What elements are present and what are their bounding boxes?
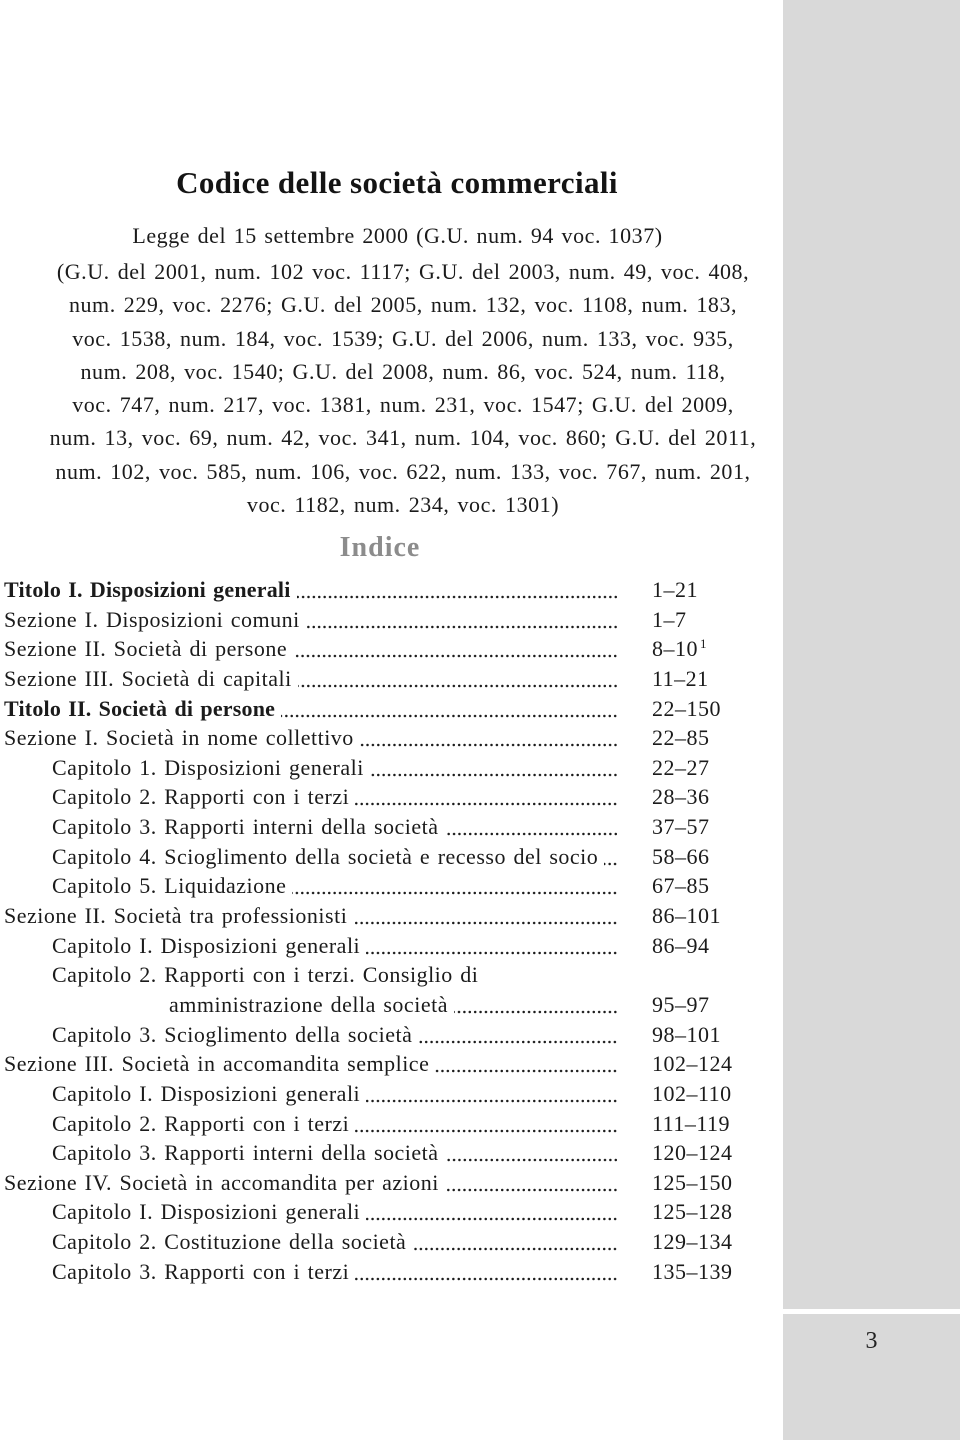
toc-leader-dots <box>445 812 618 842</box>
toc-entry <box>4 931 794 961</box>
toc-entry-label-continuation: amministrazione della società <box>169 991 448 1017</box>
toc-entry-text <box>4 1168 618 1198</box>
page-edge-band <box>783 0 960 1309</box>
toc-entry-text <box>52 871 618 901</box>
toc-entry-pages <box>652 842 710 872</box>
toc-entry-text <box>52 812 618 842</box>
toc-page-range: 86–101 <box>652 903 721 929</box>
toc-entry-pages <box>652 1020 721 1050</box>
toc-entry <box>4 871 794 901</box>
toc-entry <box>4 812 794 842</box>
toc-entry-text <box>52 1020 618 1050</box>
toc-leader-dots <box>360 723 618 753</box>
toc-leader-dots <box>306 605 618 635</box>
toc-entry-label: Capitolo 2. Rapporti con i terzi. Consiglio di <box>52 962 479 988</box>
toc-entry-label: Sezione IV. Società in accomandita per azioni <box>4 1169 439 1195</box>
toc-entry <box>4 1109 794 1139</box>
toc-entry-label: Titolo I. Disposizioni generali <box>4 577 291 602</box>
toc-leader-dots <box>355 1257 618 1287</box>
toc-leader-dots <box>292 871 618 901</box>
citation-line: voc. 1182, num. 234, voc. 1301) <box>246 492 560 518</box>
toc-leader-dots <box>366 1197 618 1227</box>
toc-entry-label: Capitolo 5. Liquidazione <box>52 873 287 899</box>
citation-line: voc. 747, num. 217, voc. 1381, num. 231, voc. 1547; G.U. del 2009, <box>72 392 734 418</box>
toc-entry-text <box>4 901 618 931</box>
toc-page-range: 98–101 <box>652 1021 721 1047</box>
citation-line: num. 13, voc. 69, num. 42, voc. 341, num. 104, voc. 860; G.U. del 2011, <box>49 425 757 451</box>
toc-list <box>4 575 794 1286</box>
toc-entry-text <box>4 664 618 694</box>
toc-leader-dots <box>604 842 618 872</box>
toc-entry-text <box>52 842 618 872</box>
toc-page-range: 95–97 <box>652 991 710 1017</box>
toc-entry-pages <box>652 1257 733 1287</box>
toc-leader-dots <box>355 1109 618 1139</box>
toc-entry-text <box>169 990 618 1020</box>
toc-entry <box>4 1197 794 1227</box>
index-heading: Indice <box>339 532 421 563</box>
toc-entry-pages <box>652 990 710 1020</box>
toc-entry-text <box>52 1227 618 1257</box>
toc-entry-label: Sezione II. Società tra professionisti <box>4 903 348 929</box>
toc-entry-text <box>52 1257 618 1287</box>
citation-line: num. 102, voc. 585, num. 106, voc. 622, num. 133, voc. 767, num. 201, <box>55 458 751 484</box>
document-title: Codice delle società commerciali <box>176 165 618 200</box>
toc-page-range: 86–94 <box>652 932 710 958</box>
toc-entry <box>4 605 794 635</box>
toc-leader-dots <box>412 1227 618 1257</box>
toc-leader-dots <box>366 1079 618 1109</box>
toc-entry-text <box>4 694 618 724</box>
toc-leader-dots <box>370 753 618 783</box>
toc-page-range: 22–27 <box>652 754 710 780</box>
toc-entry <box>4 753 794 783</box>
toc-page-range: 129–134 <box>652 1229 733 1255</box>
toc-entry-label: Capitolo I. Disposizioni generali <box>52 1080 361 1106</box>
toc-page-range: 111–119 <box>652 1110 731 1136</box>
toc-entry-label: Titolo II. Società di persone <box>4 695 276 721</box>
toc-page-range: 8–10 <box>652 636 698 662</box>
toc-page-range: 135–139 <box>652 1258 733 1284</box>
toc-entry <box>4 901 794 931</box>
toc-entry <box>4 782 794 812</box>
toc-leader-dots <box>418 1020 618 1050</box>
toc-page-range: 120–124 <box>652 1140 733 1166</box>
toc-entry-pages <box>652 723 710 753</box>
toc-page-range: 1–7 <box>652 606 687 632</box>
toc-entry-label: Capitolo 3. Rapporti interni della società <box>52 1140 439 1166</box>
toc-page-range: 1–21 <box>652 577 698 602</box>
toc-entry-continuation <box>4 990 794 1020</box>
toc-entry-pages <box>652 1109 730 1139</box>
toc-page-range: 102–110 <box>652 1080 732 1106</box>
toc-entry-pages <box>652 1079 732 1109</box>
toc-leader-dots <box>293 634 618 664</box>
toc-page-range: 102–124 <box>652 1051 733 1077</box>
toc-entry-text <box>4 605 618 635</box>
toc-leader-dots <box>353 901 618 931</box>
toc-entry-pages <box>652 1168 733 1198</box>
toc-entry-label: Sezione III. Società di capitali <box>4 665 292 691</box>
toc-page-range: 125–150 <box>652 1169 733 1195</box>
toc-entry <box>4 1079 794 1109</box>
toc-entry <box>4 634 794 664</box>
toc-entry <box>4 1138 794 1168</box>
toc-entry <box>4 1020 794 1050</box>
toc-entry-pages <box>652 1227 733 1257</box>
page-number: 3 <box>865 1328 878 1354</box>
toc-entry-label: Capitolo 2. Costituzione della società <box>52 1229 407 1255</box>
citation-line: (G.U. del 2001, num. 102 voc. 1117; G.U. del 2003, num. 49, voc. 408, <box>56 259 750 284</box>
toc-entry-text <box>4 723 618 753</box>
toc-entry-text <box>52 1109 618 1139</box>
toc-page-range: 22–150 <box>652 695 721 721</box>
law-reference: Legge del 15 settembre 2000 (G.U. num. 94 voc. 1037) <box>132 223 663 248</box>
toc-entry-label: Capitolo 3. Rapporti con i terzi <box>52 1258 350 1284</box>
toc-entry-text <box>4 1049 618 1079</box>
toc-entry-pages <box>652 753 710 783</box>
toc-entry-label: Capitolo I. Disposizioni generali <box>52 1199 361 1225</box>
toc-entry <box>4 1168 794 1198</box>
toc-entry <box>4 664 794 694</box>
toc-leader-dots <box>281 694 618 724</box>
toc-entry-text <box>4 575 618 605</box>
toc-entry <box>4 1049 794 1079</box>
toc-entry-label: Capitolo 4. Scioglimento della società e recesso del socio <box>52 843 599 869</box>
toc-leader-dots <box>355 782 618 812</box>
toc-entry-label: Sezione I. Società in nome collettivo <box>4 725 354 751</box>
toc-entry-label: Sezione III. Società in accomandita semplice <box>4 1051 430 1077</box>
toc-entry-label: Sezione II. Società di persone <box>4 636 288 662</box>
toc-page-range: 58–66 <box>652 843 710 869</box>
toc-leader-dots <box>297 575 618 605</box>
toc-entry-label: Capitolo 3. Scioglimento della società <box>52 1021 413 1047</box>
toc-entry-pages <box>652 1197 733 1227</box>
toc-entry-text <box>52 931 618 961</box>
toc-entry-pages <box>652 812 710 842</box>
toc-entry-pages <box>652 575 698 605</box>
toc-leader-dots <box>445 1138 618 1168</box>
toc-leader-dots <box>298 664 618 694</box>
toc-entry-label: Capitolo I. Disposizioni generali <box>52 932 361 958</box>
toc-entry-pages <box>652 931 710 961</box>
toc-entry <box>4 694 794 724</box>
toc-page-range: 125–128 <box>652 1199 733 1225</box>
toc-entry-label: Sezione I. Disposizioni comuni <box>4 606 300 632</box>
toc-entry-label: Capitolo 2. Rapporti con i terzi <box>52 784 350 810</box>
toc-entry-pages <box>652 664 709 694</box>
toc-entry-pages <box>652 1049 733 1079</box>
toc-entry-pages <box>652 871 710 901</box>
toc-leader-dots <box>366 931 618 961</box>
toc-leader-dots <box>445 1168 618 1198</box>
toc-entry-text <box>4 634 618 664</box>
toc-leader-dots <box>454 990 618 1020</box>
toc-entry-text <box>52 1079 618 1109</box>
citation-block <box>0 255 806 521</box>
toc-entry-pages <box>652 605 687 635</box>
toc-entry <box>4 575 794 605</box>
toc-entry-pages <box>652 634 707 664</box>
toc-page-range: 28–36 <box>652 784 710 810</box>
toc-page-range: 37–57 <box>652 814 710 840</box>
toc-entry-text <box>52 753 618 783</box>
toc-entry-pages <box>652 694 721 724</box>
toc-entry-label: Capitolo 1. Disposizioni generali <box>52 754 364 780</box>
toc-entry-text <box>52 782 618 812</box>
toc-entry-label: Capitolo 2. Rapporti con i terzi <box>52 1110 350 1136</box>
toc-entry-pages <box>652 901 721 931</box>
toc-entry-text <box>52 960 618 990</box>
toc-page-range: 22–85 <box>652 725 710 751</box>
toc-entry-pages <box>652 782 710 812</box>
toc-entry <box>4 723 794 753</box>
toc-entry-label: Capitolo 3. Rapporti interni della società <box>52 814 439 840</box>
toc-leader-dots <box>435 1049 618 1079</box>
toc-page-range: 67–85 <box>652 873 710 899</box>
toc-entry <box>4 842 794 872</box>
citation-line: voc. 1538, num. 184, voc. 1539; G.U. del 2006, num. 133, voc. 935, <box>72 325 734 351</box>
toc-page-range: 11–21 <box>652 665 709 691</box>
toc-entry <box>4 1227 794 1257</box>
toc-entry <box>4 960 794 990</box>
citation-line: num. 208, voc. 1540; G.U. del 2008, num. 86, voc. 524, num. 118, <box>80 358 726 384</box>
toc-entry-pages <box>652 1138 733 1168</box>
toc-entry-text <box>52 1197 618 1227</box>
toc-entry-text <box>52 1138 618 1168</box>
citation-line: num. 229, voc. 2276; G.U. del 2005, num. 132, voc. 1108, num. 183, <box>68 292 738 318</box>
toc-page-note: 1 <box>700 636 707 652</box>
page-number-box <box>783 1314 960 1440</box>
toc-entry <box>4 1257 794 1287</box>
